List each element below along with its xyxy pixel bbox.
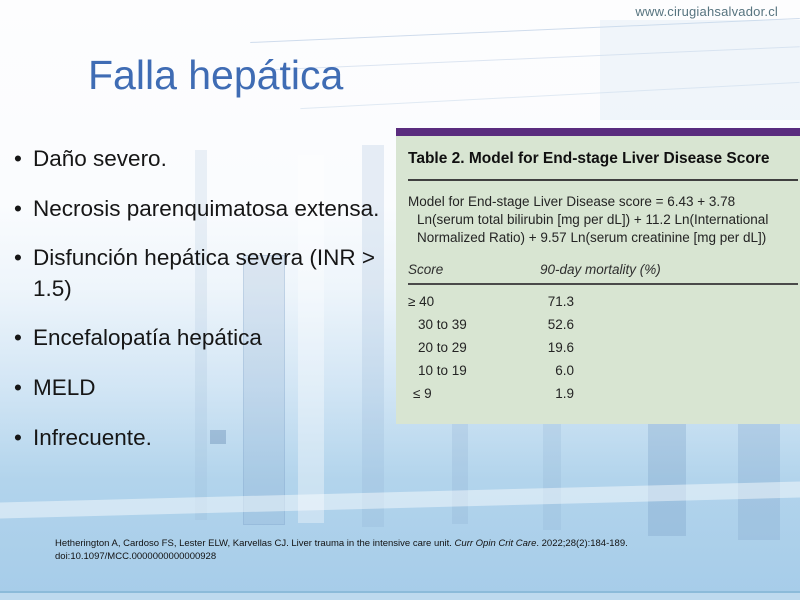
mortality-cell: 71.3 (547, 294, 574, 310)
building-watermark-door (648, 424, 686, 536)
building-watermark-pilaster (543, 424, 561, 530)
bottom-strip (0, 593, 800, 600)
meld-formula (408, 193, 798, 247)
table-row (408, 294, 798, 317)
formula-line: Model for End-stage Liver Disease score = 6.43 + 3.78 (408, 194, 736, 209)
bullet-item-text: Infrecuente. (33, 424, 152, 450)
table-row (408, 386, 798, 409)
background-wave-band (0, 481, 800, 519)
mortality-cell: 52.6 (547, 317, 574, 333)
score-cell: ≥ 40 (408, 294, 435, 310)
formula-line: Normalized Ratio) + 9.57 Ln(serum creatinine [mg per dL]) (417, 230, 767, 246)
meld-table-figure (396, 128, 800, 424)
building-watermark-frame (600, 20, 800, 120)
bullet-item (12, 194, 394, 225)
table-body (396, 136, 800, 424)
bullet-item (12, 144, 394, 175)
page-title: Falla hepática (88, 52, 344, 98)
bullet-item-text: Encefalopatía hepática (33, 325, 262, 351)
column-header-mortality: 90-day mortality (%) (540, 262, 661, 278)
citation-doi: doi:10.1097/MCC.0000000000000928 (55, 550, 217, 562)
mortality-cell: 6.0 (555, 363, 574, 379)
mortality-cell: 19.6 (547, 340, 574, 356)
bullet-item-text: Daño severo. (33, 146, 167, 171)
bullet-item-text: Necrosis parenquimatosa extensa. (33, 195, 380, 221)
score-cell: 10 to 19 (418, 363, 467, 379)
building-watermark-pilaster (452, 424, 468, 524)
table-row (408, 363, 798, 386)
bullet-item-text: Disfunción hepática severa (INR > 1.5) (33, 245, 376, 301)
bullet-item (12, 423, 394, 454)
formula-line: Ln(serum total bilirubin [mg per dL]) + 11.2 Ln(International (417, 212, 769, 228)
table-header-row (408, 262, 798, 277)
table-accent-bar (396, 128, 800, 136)
table-divider (408, 179, 798, 181)
table-row (408, 317, 798, 340)
score-cell: 30 to 39 (418, 317, 467, 333)
bullet-item (12, 373, 394, 404)
score-cell: ≤ 9 (413, 386, 432, 402)
citation (55, 538, 767, 563)
bullet-item (12, 243, 394, 304)
table-divider (408, 283, 798, 285)
mortality-cell: 1.9 (555, 386, 574, 402)
column-header-score: Score (408, 262, 444, 278)
table-row (408, 340, 798, 363)
building-watermark-column (738, 410, 780, 540)
citation-issue-pages: . 2022;28(2):184-189. (536, 538, 628, 549)
building-watermark-cornice (300, 82, 799, 109)
table-title: Table 2. Model for End-stage Liver Disease Score (408, 150, 770, 167)
bullet-list (12, 144, 394, 472)
bullet-item-text: MELD (33, 374, 96, 400)
citation-authors-title: Hetherington A, Cardoso FS, Lester ELW, Karvellas CJ. Liver trauma in the intensive care unit. (55, 538, 455, 549)
citation-journal: Curr Opin Crit Care (454, 538, 537, 549)
bullet-item (12, 323, 394, 354)
score-cell: 20 to 29 (418, 340, 467, 356)
website-url: www.cirugiahsalvador.cl (635, 4, 778, 19)
building-watermark-cornice (250, 18, 800, 43)
